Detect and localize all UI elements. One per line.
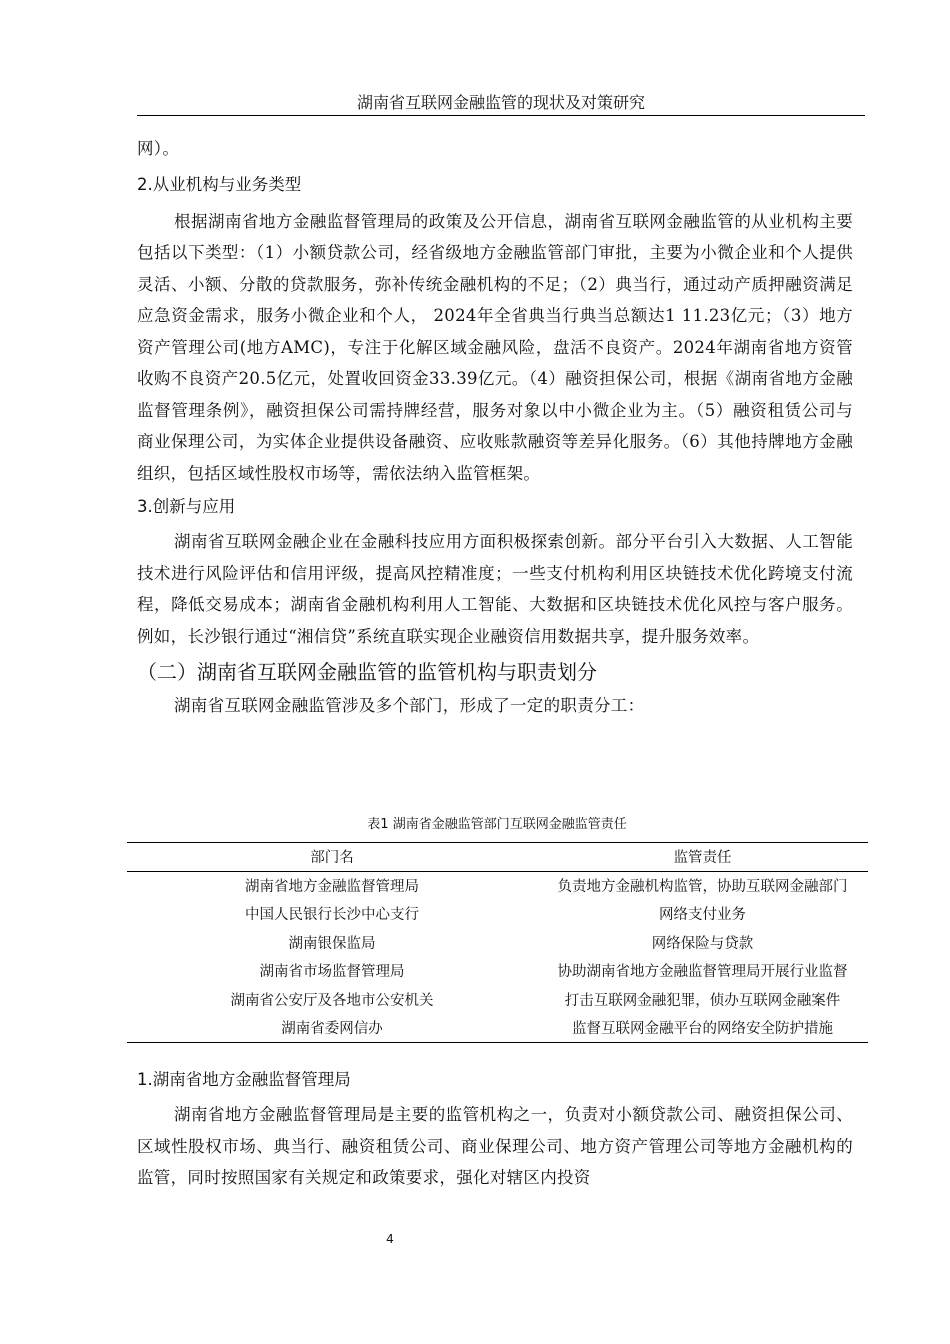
cell-department: 湖南省公安厅及各地市公安机关 <box>230 992 434 1009</box>
cell-department: 湖南银保监局 <box>288 935 376 952</box>
subsection-1-paragraph: 湖南省地方金融监督管理局是主要的监管机构之一，负责对小额贷款公司、融资担保公司、区域性股权市场、典当行、融资租赁公司、商业保理公司、地方资产管理公司等地方金融机构的监管，同时按照国家有关规定和政策要求，强化对辖区内投资 <box>137 1105 853 1187</box>
table-row <box>127 1014 868 1043</box>
subsection-1-heading: 1.湖南省地方金融监督管理局 <box>137 1070 351 1089</box>
cell-responsibility: 负责地方金融机构监管，协助互联网金融部门 <box>557 879 848 895</box>
table-row <box>127 900 868 929</box>
cell-responsibility: 网络保险与贷款 <box>651 935 754 952</box>
table-header-row <box>127 843 868 872</box>
header-department: 部门名 <box>310 850 354 867</box>
cell-department: 湖南省市场监督管理局 <box>259 964 405 981</box>
section-3-paragraph: 湖南省互联网金融企业在金融科技应用方面积极探索创新。部分平台引入大数据、人工智能技术进行风险评估和信用评级，提高风控精准度；一些支付机构利用区块链技术优化跨境支付流程，降低交易成本；湖南省金融机构利用人工智能、大数据和区块链技术优化风控与客户服务。例如，长沙银行通过“湘信贷”系统直联实现企业融资信用数据共享，提升服务效率。 <box>137 532 853 646</box>
table-row <box>127 871 868 900</box>
header-responsibility: 监管责任 <box>673 850 732 867</box>
section-two-heading: （二）湖南省互联网金融监管的监管机构与职责划分 <box>137 660 597 684</box>
main-text-block-1 <box>137 133 853 722</box>
cell-responsibility: 打击互联网金融犯罪，侦办互联网金融案件 <box>564 992 841 1009</box>
table-caption: 表1 湖南省金融监管部门互联网金融监管责任 <box>367 817 627 832</box>
section-2-paragraph: 根据湖南省地方金融监督管理局的政策及公开信息，湖南省互联网金融监管的从业机构主要包括以下类型：（1）小额贷款公司，经省级地方金融监管部门审批，主要为小微企业和个人提供灵活、小额、分散的贷款服务，弥补传统金融机构的不足；（2）典当行，通过动产质押融资满足应急资金需求，服务小微企业和个人， 2024年全省典当行典当总额达1 11.23亿元；（3）地方资产管理公司(地方AMC)，专注于化解区域金融风险，盘活不良资产。2024年湖南省地方资管收购不良资产20.5亿元，处置收回资金33.39亿元。（4）融资担保公司，根据《湖南省地方金融监督管理条例》，融资担保公司需持牌经营，服务对象以中小微企业为主。（5）融资租赁公司与商业保理公司，为实体企业提供设备融资、应收账款融资等差异化服务。（6）其他持牌地方金融组织，包括区域性股权市场等，需依法纳入监管框架。 <box>137 211 853 483</box>
table-row <box>127 985 868 1014</box>
cell-responsibility: 网络支付业务 <box>659 907 746 924</box>
supervision-table <box>127 842 868 1043</box>
cell-responsibility: 协助湖南省地方金融监督管理局开展行业监督 <box>557 964 848 981</box>
section-2-heading: 2.从业机构与业务类型 <box>137 174 302 194</box>
main-text-block-2 <box>137 1064 853 1194</box>
section-two-intro: 湖南省互联网金融监管涉及多个部门，形成了一定的职责分工： <box>174 696 645 715</box>
cell-department: 中国人民银行长沙中心支行 <box>245 907 419 924</box>
cell-department: 湖南省地方金融监督管理局 <box>245 879 419 895</box>
table-row <box>127 928 868 957</box>
running-header: 湖南省互联网金融监管的现状及对策研究 <box>137 92 865 116</box>
section-3-heading: 3.创新与应用 <box>137 497 236 516</box>
cell-responsibility: 监督互联网金融平台的网络安全防护措施 <box>572 1021 833 1037</box>
page-number: 4 <box>386 1232 394 1246</box>
table-row <box>127 957 868 986</box>
continuation-line: 网）。 <box>137 139 180 158</box>
cell-department: 湖南省委网信办 <box>281 1021 383 1037</box>
